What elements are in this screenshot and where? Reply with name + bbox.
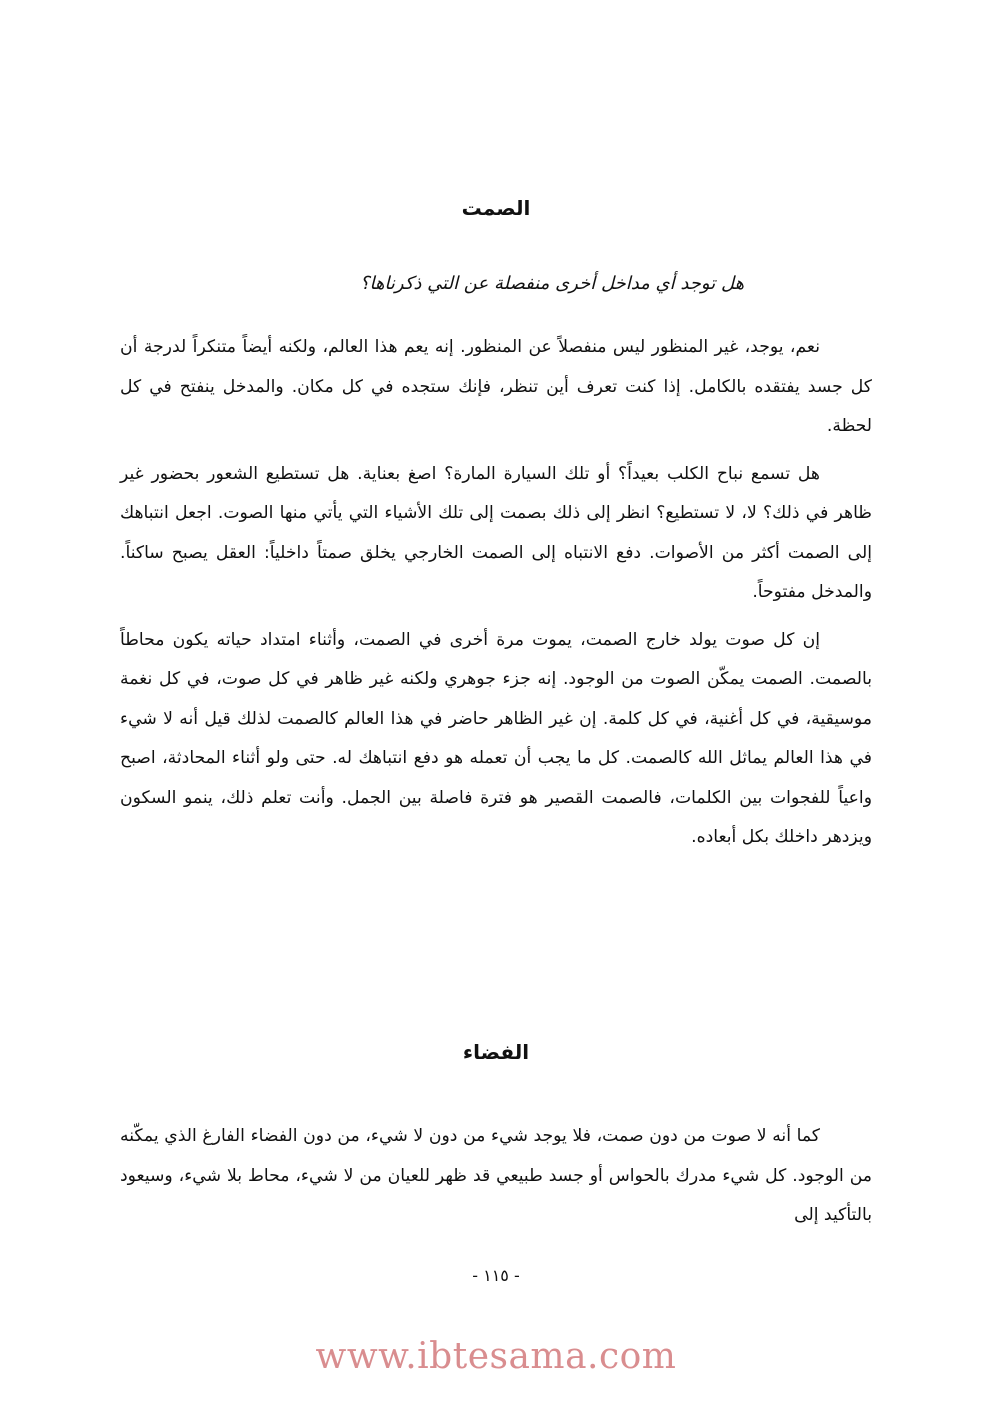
silence-body [120, 328, 872, 866]
paragraph: هل تسمع نباح الكلب بعيداً؟ أو تلك السيارة المارة؟ اصغ بعناية. هل تستطيع الشعور بحضور غير ظاهر في ذلك؟ لا، لا تستطيع؟ انظر إلى ذلك بصمت إلى تلك الأشياء التي يأتي منها الصوت. اجعل انتباهك إلى الصمت أكثر من الأصوات. دفع الانتباه إلى الصمت الخارجي يخلق صمتاً داخلياً: العقل يصبح ساكناً. والمدخل مفتوحاً. [120, 463, 872, 602]
question-line: هل توجد أي مداخل أخرى منفصلة عن التي ذكرناها؟ [359, 273, 745, 294]
watermark-url: www.ibtesama.com [315, 1336, 677, 1377]
paragraph: نعم، يوجد، غير المنظور ليس منفصلاً عن المنظور. إنه يعم هذا العالم، ولكنه أيضاً متنكراً لدرجة أن كل جسد يفتقده بالكامل. إذا كنت تعرف أين تنظر، فإنك ستجده في كل مكان. والمدخل ينفتح في كل لحظة. [120, 337, 872, 436]
section-title-silence: الصمت [461, 196, 531, 220]
paragraph: إن كل صوت يولد خارج الصمت، يموت مرة أخرى في الصمت، وأثناء امتداد حياته يكون محاطاً بالصمت. الصمت يمكّن الصوت من الوجود. إنه جزء جوهري ولكنه غير ظاهر في كل صوت، في كل نغمة موسيقية، في كل أغنية، في كل كلمة. إن غير الظاهر حاضر في هذا العالم كالصمت لذلك قيل أنه لا شيء في هذا العالم يماثل الله كالصمت. كل ما يجب أن تعمله هو دفع انتباهك له. حتى ولو أثناء المحادثة، اصبح واعياً للفجوات بين الكلمات، فالصمت القصير هو فترة فاصلة بين الجمل. وأنت تعلم ذلك، ينمو السكون ويزدهر داخلك بكل أبعاده. [120, 629, 872, 847]
space-body [120, 1117, 872, 1244]
page-number: - ١١٥ - [472, 1266, 520, 1285]
section-title-space: الفضاء [462, 1040, 530, 1064]
paragraph: كما أنه لا صوت من دون صمت، فلا يوجد شيء من دون لا شيء، من دون الفضاء الفارغ الذي يمكّنه من الوجود. كل شيء مدرك بالحواس أو جسد طبيعي قد ظهر للعيان من لا شيء، محاط بلا شيء، وسيعود بالتأكيد إلى [120, 1126, 872, 1225]
